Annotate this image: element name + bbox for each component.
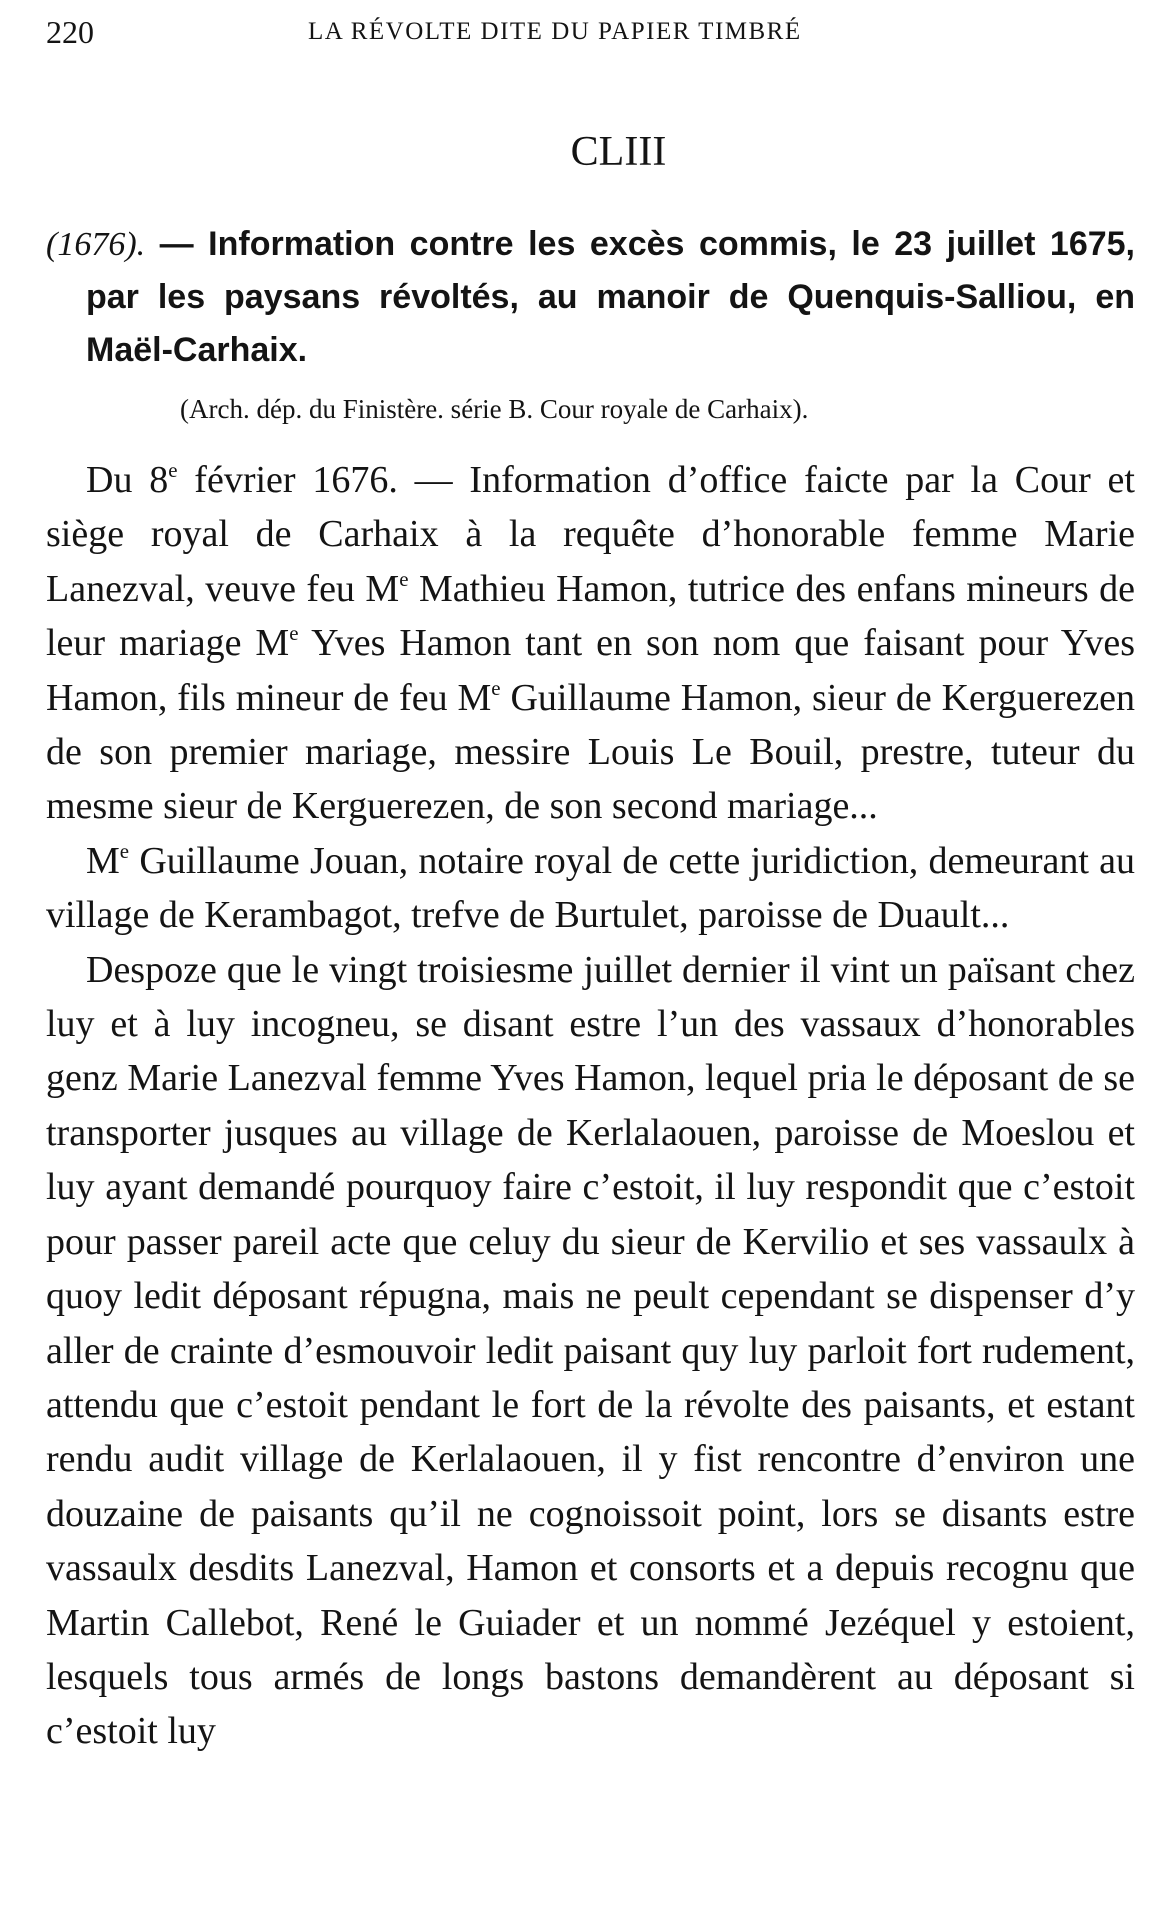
page-number: 220 — [46, 14, 94, 50]
p1-text-d: Yves Hamon tant en son nom que faisant pour Yves Hamon, fils mineur de feu M — [46, 622, 1136, 719]
document-number: CLIII — [570, 129, 667, 175]
p1-superscript-3: e — [289, 621, 299, 646]
running-head — [46, 8, 1135, 54]
body-paragraph-3: Despoze que le vingt troisiesme juillet dernier il vint un païsant chez luy et à luy incogneu, se disant estre l’un des vassaux d’honorables genz Marie Lanezval femme Yves Hamon, lequel pria le déposant de se transporter jusques au village de Kerlalaouen, paroisse de Moeslou et luy ayant demandé pourquoy faire c’estoit, il luy respondit que c’estoit pour passer pareil acte que celuy du sieur de Kervilio et ses vassaulx à quoy ledit déposant répugna, mais ne peult cependant se dispenser d’y aller de crainte d’esmouvoir ledit paisant quy luy parloit fort rudement, attendu que c’estoit pendant le fort de la révolte des paisants, et estant rendu audit village de Kerlalaouen, il y fist rencontre d’environ une douzaine de paisants qu’il ne cognoissoit point, lors se disants estre vassaulx desdits Lanezval, Hamon et consorts et a depuis recognu que Martin Callebot, René le Guiader et un nommé Jezéquel y estoient, lesquels tous armés de longs bastons demandèrent au déposant si c’estoit luy — [46, 948, 1135, 1753]
document-heading — [46, 218, 1135, 377]
p1-text-c: Mathieu Hamon, tutrice des enfans mineurs de leur mariage M — [46, 567, 1135, 665]
p1-text-b: février 1676. — Information d’office faicte par la Cour et siège royal de Carhaix à la requête d’honorable femme Marie Lanezval, veuve feu M — [46, 459, 1135, 610]
body-paragraph-1 — [46, 453, 1135, 834]
heading-date: (1676). — [46, 226, 146, 263]
p1-superscript-2: e — [399, 566, 409, 591]
p2-superscript-1: e — [119, 838, 130, 863]
running-title: LA RÉVOLTE DITE DU PAPIER TIMBRÉ — [308, 18, 802, 45]
p2-text-b: Guillaume Jouan, notaire royal de cette juridiction, demeurant au village de Kerambagot, trefve de Burtulet, paroisse de Duault... — [46, 839, 1135, 937]
p1-text-e: Guillaume Hamon, sieur de Kerguerezen de son premier mariage, messire Louis Le Bouil, prestre, tuteur du mesme sieur de Kerguerezen, de son second mariage... — [46, 676, 1136, 828]
p1-superscript-1: e — [168, 457, 178, 482]
p1-text-a: Du 8 — [86, 459, 169, 501]
p1-superscript-4: e — [491, 675, 501, 700]
body-paragraph-2 — [46, 834, 1135, 943]
archive-source-note: (Arch. dép. du Finistère. série B. Cour royale de Carhaix). — [180, 394, 809, 424]
heading-text: — Information contre les excès commis, le 23 juillet 1675, par les paysans révoltés, au manoir de Quenquis-Salliou, en Maël-Carhaix. — [86, 225, 1135, 369]
p2-text-a: M — [86, 839, 120, 882]
